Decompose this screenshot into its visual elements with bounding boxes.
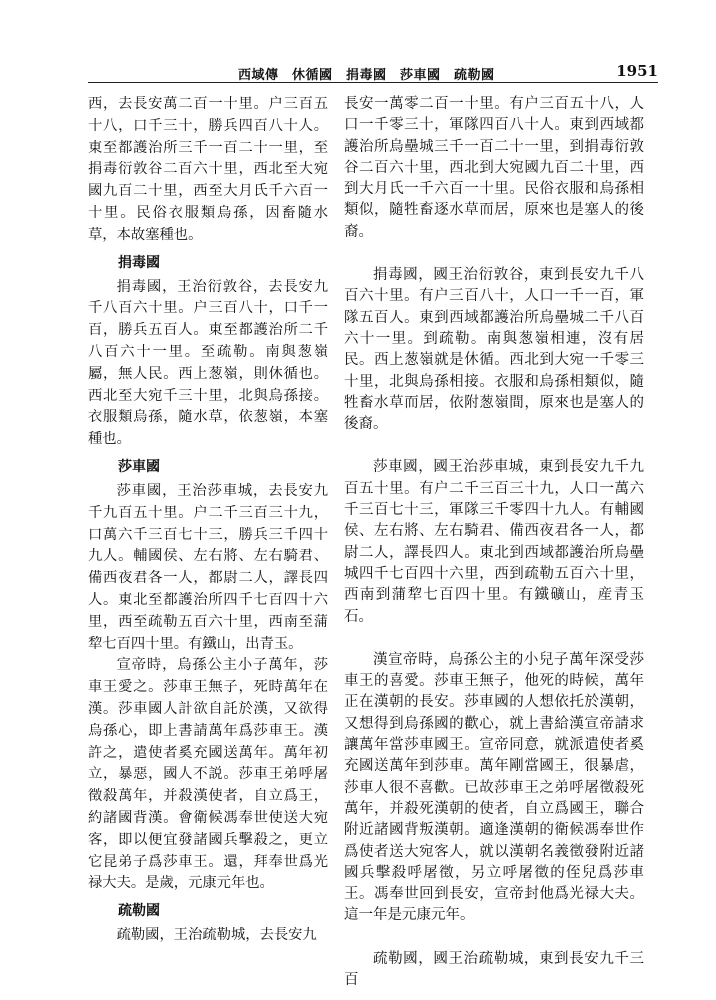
xiuxun-paragraph: 西，去長安萬二百一十里。户三百五十八，口千三十，勝兵四百八十人。東至都護治所三千一百二十一里，至捐毒衍敦谷二百六十里，西北至大宛國九百二十里，西至大月氏千六百一十里。民俗衣服類烏孫，因畜隨水草，本故塞種也。 [88,96,328,243]
section-heading-juandu: 捐毒國 [118,254,160,271]
running-title: 西域傳 休循國 捐毒國 莎車國 疏勒國 [238,68,495,83]
shache-history-translation: 漢宣帝時，烏孫公主的小兒子萬年深受莎車王的喜愛。莎車王無子，他死的時候，萬年正在漢朝的長安。莎車國的人想依托於漢朝，又想得到烏孫國的歡心，就上書給漢宣帝請求讓萬年當莎車國王。宣帝同意，就派遣使者奚充國送萬年到莎車。萬年剛當國王，很暴虐，莎車人很不喜歡。已故莎車王之弟呼屠徵殺死萬年，并殺死漢朝的使者，自立爲國王，聯合附近諸國背叛漢朝。適逢漢朝的衛候馮奉世作爲使者送大宛客人，就以漢朝名義徵發附近諸國兵擊殺呼屠徵，另立呼屠徵的侄兒爲莎車王。馮奉世回到長安，宣帝封他爲光禄大夫。這一年是元康元年。 [344,651,644,924]
shache-translation: 莎車國，國王治莎車城，東到長安九千九百五十里。有户二千三百三十九，人口一萬六千三百七十三，軍隊三千零四十九人。有輔國侯、左右將、左右騎君、備西夜君各一人，都尉二人，譯長四人。東北到西域都護治所烏壘城四千七百四十六里，西到疏勒五百六十里，西南到蒲犂七百四十里。有鐵礦山，産青玉石。 [344,459,644,625]
shache-paragraph: 莎車國，王治莎車城，去長安九千九百五十里。户二千三百三十九，口萬六千三百七十三，勝兵三千四十九人。輔國侯、左右將、左右騎君、備西夜君各一人，都尉二人，譯長四人。東北至都護治所四千七百四十六里，西至疏勒五百六十里，西南至蒲犂七百四十里。有鐵山，出青玉。 [88,482,328,652]
shache-history-paragraph: 宣帝時，烏孫公主小子萬年，莎車王愛之。莎車王無子，死時萬年在漢。莎車國人計欲自託於漢，又欲得烏孫心，即上書請萬年爲莎車王。漢許之，遣使者奚充國送萬年。萬年初立，暴惡，國人不説。莎車王弟呼屠徵殺萬年，并殺漢使者，自立爲王，約諸國背漢。會衛候馮奉世使送大宛客，即以便宜發諸國兵擊殺之，更立它昆弟子爲莎車王。還，拜奉世爲光禄大夫。是歲，元康元年也。 [88,657,328,892]
juandu-translation: 捐毒國，國王治衍敦谷，東到長安九千八百六十里。有户三百八十，人口一千一百，軍隊五百人。東到西域都護治所烏壘城二千八百六十一里。到疏勒。南與葱嶺相連，沒有居民。西上葱嶺就是休循。西北到大宛一千零三十里，北與烏孫相接。衣服和烏孫相類似，隨牲畜水草而居，依附葱嶺間，原來也是塞人的後裔。 [344,267,644,433]
header-rule [88,82,658,83]
xiuxun-translation: 長安一萬零二百一十里。有户三百五十八，人口一千零三十，軍隊四百八十人。東到西域都護治所烏壘城三千一百二十一里，到捐毒衍敦谷二百六十里，西北到大宛國九百二十里，西到大月氏一千六百一十里。民俗衣服和烏孫相類似，隨牲畜逐水草而居，原來也是塞人的後裔。 [344,96,644,240]
page-header [0,54,716,84]
translation-column [344,94,644,991]
juandu-paragraph: 捐毒國，王治衍敦谷，去長安九千八百六十里。户三百八十，口千一百，勝兵五百人。東至都護治所二千八百六十一里。至疏勒。南與葱嶺屬，無人民。西上葱嶺，則休循也。西北至大宛千三十里，北與烏孫接。衣服類烏孫，隨水草，依葱嶺，本塞種也。 [88,278,328,448]
section-heading-shule: 疏勒國 [118,903,160,920]
shule-paragraph: 疏勒國，王治疏勒城，去長安九 [116,927,317,944]
classical-text-column [88,94,328,947]
shule-translation: 疏勒國，國王治疏勒城，東到長安九千三百 [344,950,644,988]
page-number: 1951 [616,62,658,80]
section-heading-shache: 莎車國 [118,458,160,475]
